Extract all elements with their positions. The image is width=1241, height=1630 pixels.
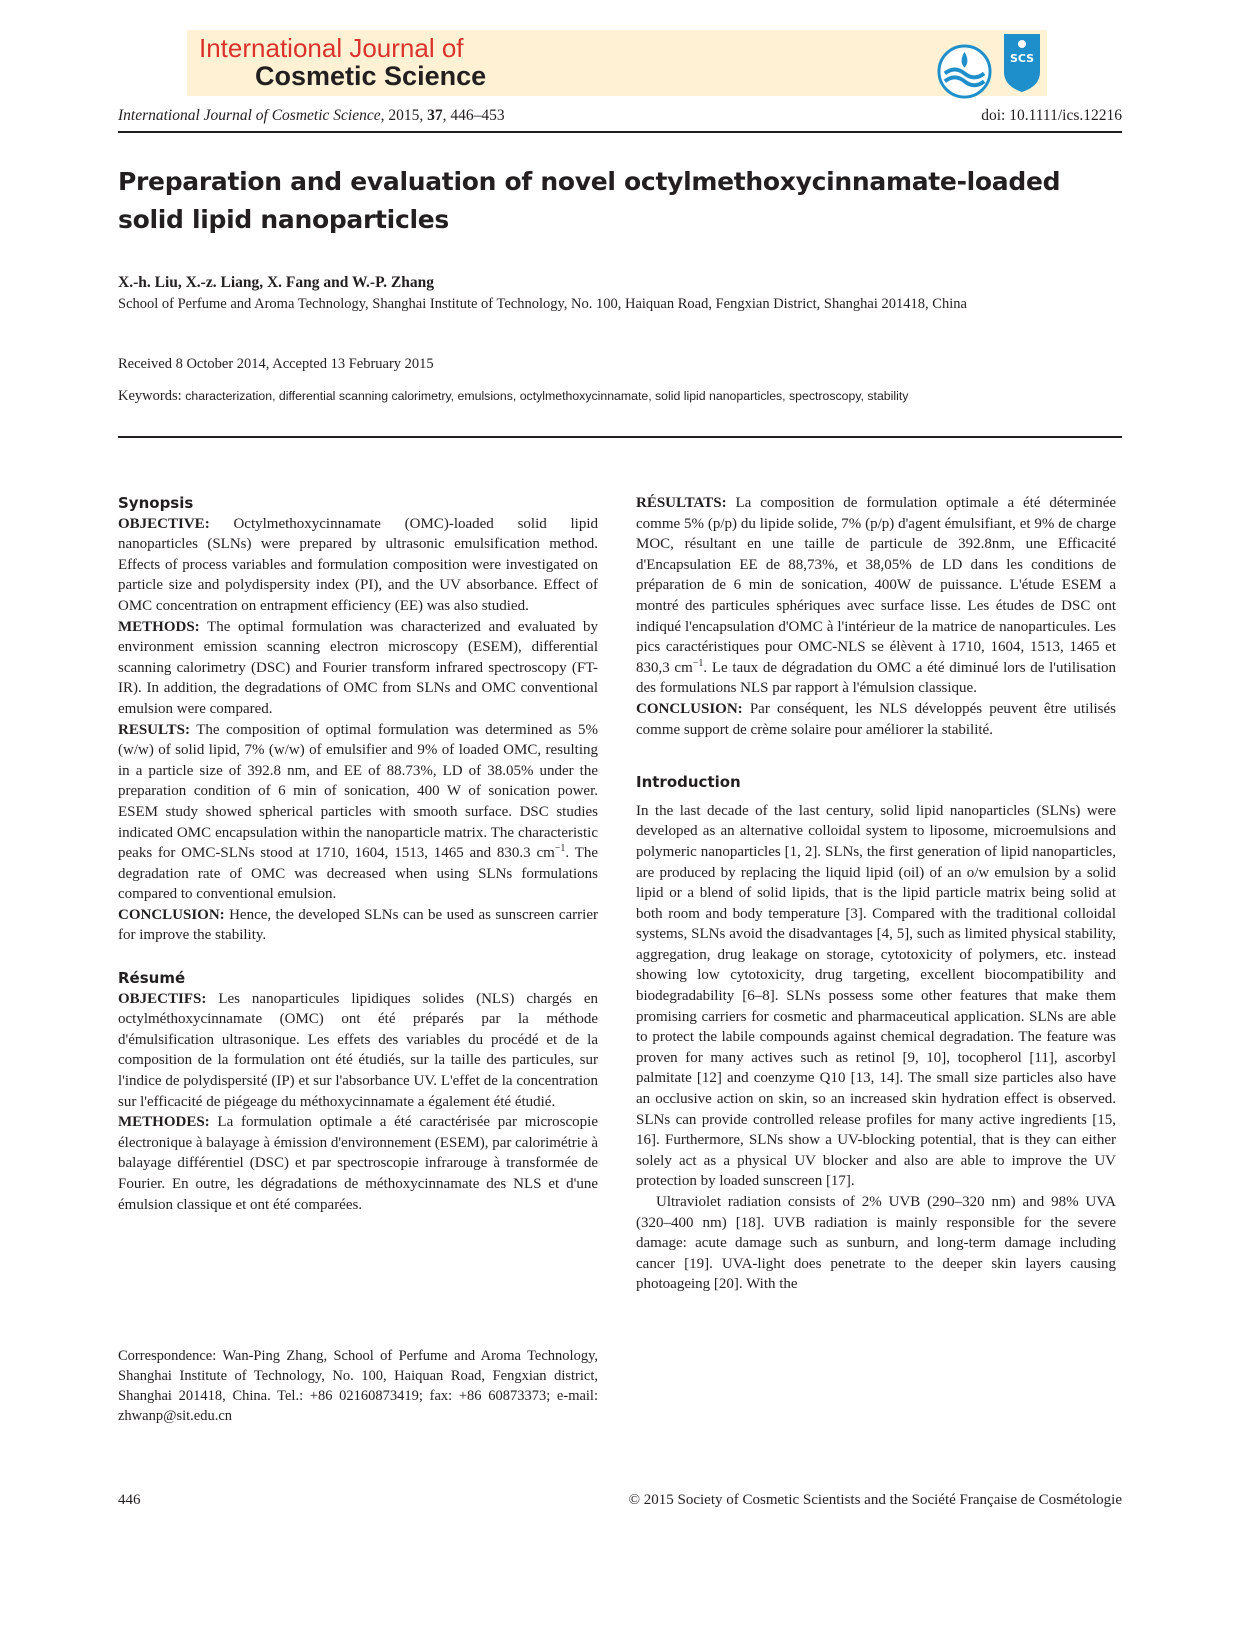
page-number: 446 xyxy=(118,1492,141,1508)
journal-banner xyxy=(187,30,1047,96)
author-affiliation: School of Perfume and Aroma Technology, Shanghai Institute of Technology, No. 100, Haiquan Road, Fengxian District, Shanghai 201418, China xyxy=(118,296,967,312)
keywords-list: characterization, differential scanning calorimetry, emulsions, octylmethoxycinnamate, solid lipid nanoparticles, spectroscopy, stability xyxy=(185,389,909,403)
article-title: Preparation and evaluation of novel octylmethoxycinnamate-loaded solid lipid nanoparticles xyxy=(118,167,1061,234)
introduction-paragraph-1: In the last decade of the last century, solid lipid nanoparticles (SLNs) were developed as an alternative colloidal system to liposome, microemulsions and polymeric nanoparticles [1, 2]. SLNs, the first generation of lipid nanoparticles, are produced by replacing the liquid lipid (oil) of an o/w emulsion by a solid lipid or a blend of solid lipids, that is the lipid particle matrix being solid at both room and body temperature [3]. Compared with the traditional colloidal systems, SLNs avoid the disadvantages [4, 5], such as limited physical stability, aggregation, drug leakage on storage, cytotoxicity of polymers, etc. instead showing low cytotoxicity, drug targeting, excellent biocompatibility and biodegradability [6–8]. SLNs possess some other features that make them promising carriers for cosmetic and pharmaceutical application. SLNs are able to protect the labile compounds against chemical degradation. The feature was proven for many actives such as retinol [9, 10], tocopherol [11], ascorbyl palmitate [12] and coenzyme Q10 [13, 14]. The small size particles also have an occlusive action on skin, so an increased skin hydration effect is observed. SLNs can provide controlled release profiles for many active ingredients [15, 16]. Furthermore, SLNs show a UV-blocking potential, that is they can either solely act as a physical UV blocker and also are able to improve the UV protection by loaded sunscreen [17]. xyxy=(636,802,1116,1190)
synopsis-methods: METHODS: The optimal formulation was characterized and evaluated by environment emission scanning electron microscopy (ESEM), differential scanning calorimetry (DSC) and Fourier transform infrared spectroscopy (FT-IR). In addition, the degradations of OMC from SLNs and OMC conventional emulsion were compared. xyxy=(118,618,598,717)
synopsis-results: RESULTS: The composition of optimal formulation was determined as 5% (w/w) of solid lipid, 7% (w/w) of emulsifier and 9% of loaded OMC, resulting in a particle size of 392.8 nm, and EE of 88.73%, LD of 38.05% under the preparation condition of 6 min of sonication, 400 W of sonication power. ESEM study showed spherical particles with smooth surface. DSC studies indicated OMC encapsulation within the nanoparticle matrix. The characteristic peaks for OMC-SLNs stood at 1710, 1604, 1513, 1465 and 830.3 $cm^{-1}$. The degradation rate of OMC was decreased when using SLNs formulations compared to conventional emulsion. xyxy=(118,721,598,903)
received-dates: Received 8 October 2014, Accepted 13 February 2015 xyxy=(118,356,434,372)
article-authors: X.-h. Liu, X.-z. Liang, X. Fang and W.-P. Zhang xyxy=(118,274,434,291)
left-column xyxy=(118,493,598,1215)
introduction-heading: Introduction xyxy=(636,773,741,792)
resume-conclusion: CONCLUSION: Par conséquent, les NLS développés peuvent être utilisés comme support de crème solaire pour améliorer la stabilité. xyxy=(636,700,1117,738)
abstract-rule xyxy=(118,436,1122,438)
correspondence-note: Correspondence: Wan-Ping Zhang, School of Perfume and Aroma Technology, Shanghai Institute of Technology, No. 100, Haiquan Road, Fengxian district, Shanghai 201418, China. Tel.: +86 02160873419; fax: +86 60873373; e-mail: zhwanp@sit.edu.cn xyxy=(118,1348,598,1424)
keywords-label: Keywords: xyxy=(118,388,182,404)
journal-name-line2: Cosmetic Science xyxy=(255,61,487,91)
scs-shield-logo-icon xyxy=(1002,32,1042,94)
resume-objectifs: OBJECTIFS: Les nanoparticules lipidiques solides (NLS) chargés en octylméthoxycinnamate (OMC) ont été préparés par la méthode d'émulsification ultrasonique. Les effets des variables du procédé et de la composition de la formulation ont été étudiés, sur la taille des particules, sur l'indice de polydispersité (IP) et sur l'absorbance UV. L'effet de la concentration sur l'efficacité de piégeage du méthoxycinnamate a également été étudié. xyxy=(118,990,598,1110)
journal-name-line1: International Journal of xyxy=(199,33,464,63)
keywords-line xyxy=(118,388,908,405)
resume-methodes: METHODES: La formulation optimale a été caractérisée par microscopie électronique à balayage à émission d'environnement (ESEM), par calorimétrie à balayage différentiel (DSC) et par spectroscopie infrarouge à transformée de Fourier. En outre, les dégradations de méthoxycinnamate des NLS et d'une émulsion classique et ont été comparées. xyxy=(118,1114,599,1213)
running-head-pages: , 446–453 xyxy=(442,107,505,124)
running-head-volume: 37 xyxy=(427,107,443,124)
doi-link[interactable]: doi: 10.1111/ics.12216 xyxy=(981,107,1122,124)
synopsis-heading: Synopsis xyxy=(118,494,194,512)
introduction-paragraph-2: Ultraviolet radiation consists of 2% UVB (290–320 nm) and 98% UVA (320–400 nm) [18]. UVB radiation is mainly responsible for the severe damage: acute damage such as sunburn, and long-term damage including cancer [19]. UVA-light does penetrate to the deeper skin layers causing photoageing [20]. With the xyxy=(636,1194,1116,1293)
journal-circle-logo-icon xyxy=(937,44,992,99)
resume-resultats: RÉSULTATS: La composition de formulation optimale a été déterminée comme 5% (p/p) du lipide solide, 7% (p/p) d'agent émulsifiant, et 9% de charge MOC, résultant en une taille de particule de 392.8nm, une Efficacité d'Encapsulation EE de 88,73%, et 38,05% de LD dans les conditions de préparation de 6 min de sonication, 400W de puissance. L'étude ESEM a montré des particules sphériques avec surface lisse. Les études de DSC ont indiqué l'encapsulation d'OMC à l'intérieur de la matrice de nanoparticules. Les pics caractéristiques pour OMC-NLS se élèvent à 1710, 1604, 1513, 1465 et 830,3 $cm^{-1}$. Le taux de dégradation du OMC a été diminué lors de l'utilisation des formulations NLS par rapport à l'émulsion classique. xyxy=(636,495,1117,697)
running-head-journal: International Journal of Cosmetic Science xyxy=(118,107,381,124)
synopsis-objective: OBJECTIVE: Octylmethoxycinnamate (OMC)-loaded solid lipid nanoparticles (SLNs) were prepared by ultrasonic emulsification method. Effects of process variables and formulation composition were investigated on particle size and polydispersity index (PI), and the UV absorbance. Effect of OMC concentration on entrapment efficiency (EE) was also studied. xyxy=(118,515,598,614)
running-head xyxy=(118,107,1122,125)
resume-heading: Résumé xyxy=(118,969,186,988)
synopsis-conclusion: CONCLUSION: Hence, the developed SLNs can be used as sunscreen carrier for improve the stability. xyxy=(118,906,598,944)
right-column xyxy=(636,493,1116,1295)
header-rule xyxy=(118,131,1122,133)
copyright-line: © 2015 Society of Cosmetic Scientists and the Société Française de Cosmétologie xyxy=(628,1492,1122,1508)
running-head-year: , 2015, xyxy=(380,107,428,124)
scs-shield-text: SCS xyxy=(1009,52,1035,65)
